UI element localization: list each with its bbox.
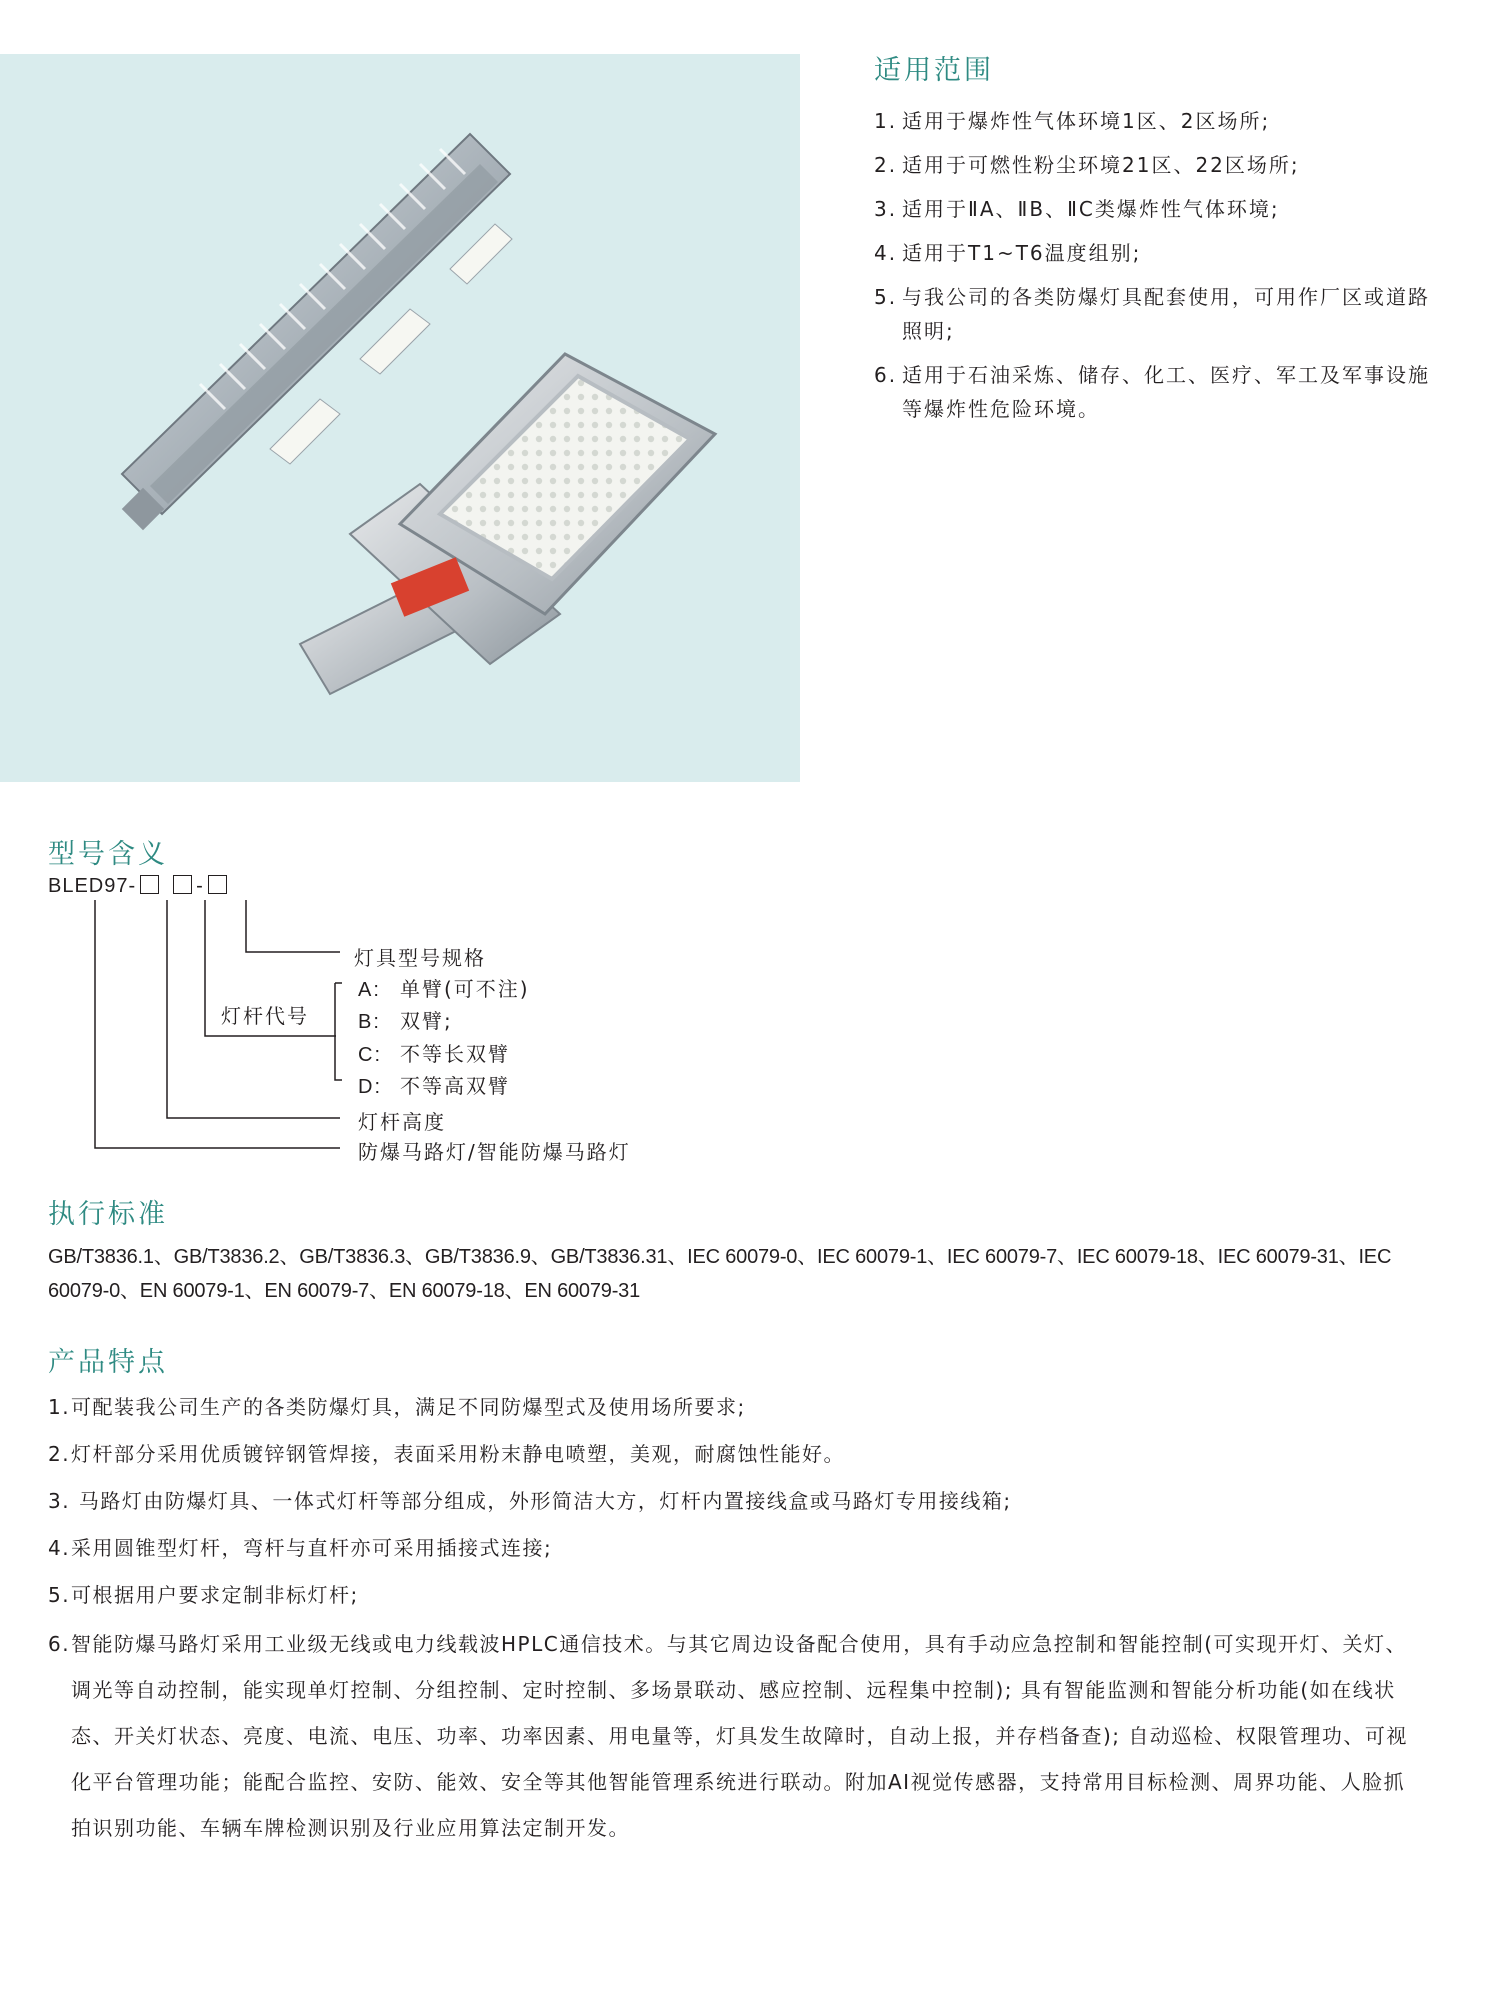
list-item [874,280,1434,348]
list-item [874,148,1434,182]
item-text: 可根据用户要求定制非标灯杆; [71,1583,359,1607]
fixture-spec-label: 灯具型号规格 [354,946,486,970]
standards-text: GB/T3836.1、GB/T3836.2、GB/T3836.3、GB/T3836.9、GB/T3836.31、IEC 60079-0、IEC 60079-1、IEC 60079-7、IEC 60079-18、IEC 60079-31、IEC 60079-0、EN 60079-1、EN 60079-7、EN 60079-18、EN 60079-31 [48,1246,1392,1302]
model-heading: 型号含义 [48,839,168,870]
scope-heading: 适用范围 [874,55,994,86]
standards-heading: 执行标准 [48,1199,168,1230]
item-number: 1. [48,1395,71,1419]
option-bracket [335,983,342,1080]
code-dash: - [196,875,204,897]
option-key: D: [358,1076,382,1098]
features-heading: 产品特点 [48,1347,168,1378]
list-item [48,1439,1408,1469]
item-text: 适用于ⅡA、ⅡB、ⅡC类爆炸性气体环境; [902,197,1280,221]
scope-list [874,104,1434,436]
features-list [48,1392,1408,1868]
item-number: 6. [48,1632,71,1656]
item-text: 采用圆锥型灯杆，弯杆与直杆亦可采用插接式连接; [71,1536,553,1560]
item-text: 适用于可燃性粉尘环境21区、22区场所; [902,153,1300,177]
option-text: 单臂(可不注) [400,977,530,1001]
item-text: 与我公司的各类防爆灯具配套使用，可用作厂区或道路照明; [902,285,1430,343]
item-text: 适用于T1~T6温度组别; [902,241,1142,265]
led-street-light [300,354,715,694]
item-text: 适用于爆炸性气体环境1区、2区场所; [902,109,1271,133]
list-item [48,1392,1408,1422]
list-item [874,192,1434,226]
product-name-label: 防爆马路灯/智能防爆马路灯 [358,1140,631,1164]
option-key: C: [358,1044,382,1066]
pole-option-a [358,973,530,1002]
list-item [874,358,1434,426]
pole-option-d [358,1070,510,1099]
pole-code-label: 灯杆代号 [221,1004,309,1028]
item-number: 1. [874,109,898,133]
pole-option-c [358,1038,510,1067]
option-key: B: [358,1011,381,1033]
item-number: 3. [48,1489,71,1513]
code-box [140,875,159,894]
item-number: 4. [874,241,898,265]
list-item [874,104,1434,138]
connector-fixture-spec [246,900,340,952]
code-box [173,875,192,894]
item-number: 2. [48,1442,71,1466]
code-box [208,875,227,894]
item-text: 适用于石油采炼、储存、化工、医疗、军工及军事设施等爆炸性危险环境。 [902,363,1430,421]
item-number: 3. [874,197,898,221]
product-photo [0,54,800,782]
list-item [48,1486,1408,1516]
item-number: 5. [874,285,898,309]
item-text: 马路灯由防爆灯具、一体式灯杆等部分组成，外形简洁大方，灯杆内置接线盒或马路灯专用接线箱; [71,1489,1012,1513]
option-text: 不等高双臂 [400,1074,510,1098]
street-light-illustration [0,54,800,782]
list-item [874,236,1434,270]
item-text: 可配装我公司生产的各类防爆灯具，满足不同防爆型式及使用场所要求; [71,1395,746,1419]
item-number: 5. [48,1583,71,1607]
option-text: 双臂; [400,1009,453,1033]
option-key: A: [358,979,381,1001]
item-text: 智能防爆马路灯采用工业级无线或电力线载波HPLC通信技术。与其它周边设备配合使用，具有手动应急控制和智能控制(可实现开灯、关灯、调光等自动控制，能实现单灯控制、分组控制、定时控制、多场景联动、感应控制、远程集中控制); 具有智能监测和智能分析功能(如在线状态、开关灯状态、亮度、电流、电压、功率、功率因素、用电量等，灯具发生故障时，自动上报，并存档备查); 自动巡检、权限管理功、可视化平台管理功能；能配合监控、安防、能效、安全等其他智能管理系统进行联动。附加AI视觉传感器，支持常用目标检测、周界功能、人脸抓拍识别功能、车辆车牌检测识别及行业应用算法定制开发。 [71,1632,1408,1840]
list-item [48,1533,1408,1563]
pole-option-b [358,1005,453,1034]
item-number: 4. [48,1536,71,1560]
pole-height-label: 灯杆高度 [358,1110,446,1134]
list-item [48,1621,1408,1851]
list-item [48,1580,1408,1610]
item-text: 灯杆部分采用优质镀锌钢管焊接，表面采用粉末静电喷塑，美观，耐腐蚀性能好。 [71,1442,845,1466]
model-code [48,875,227,898]
item-number: 2. [874,153,898,177]
item-number: 6. [874,363,898,387]
option-text: 不等长双臂 [400,1042,510,1066]
model-prefix: BLED97- [48,875,137,897]
